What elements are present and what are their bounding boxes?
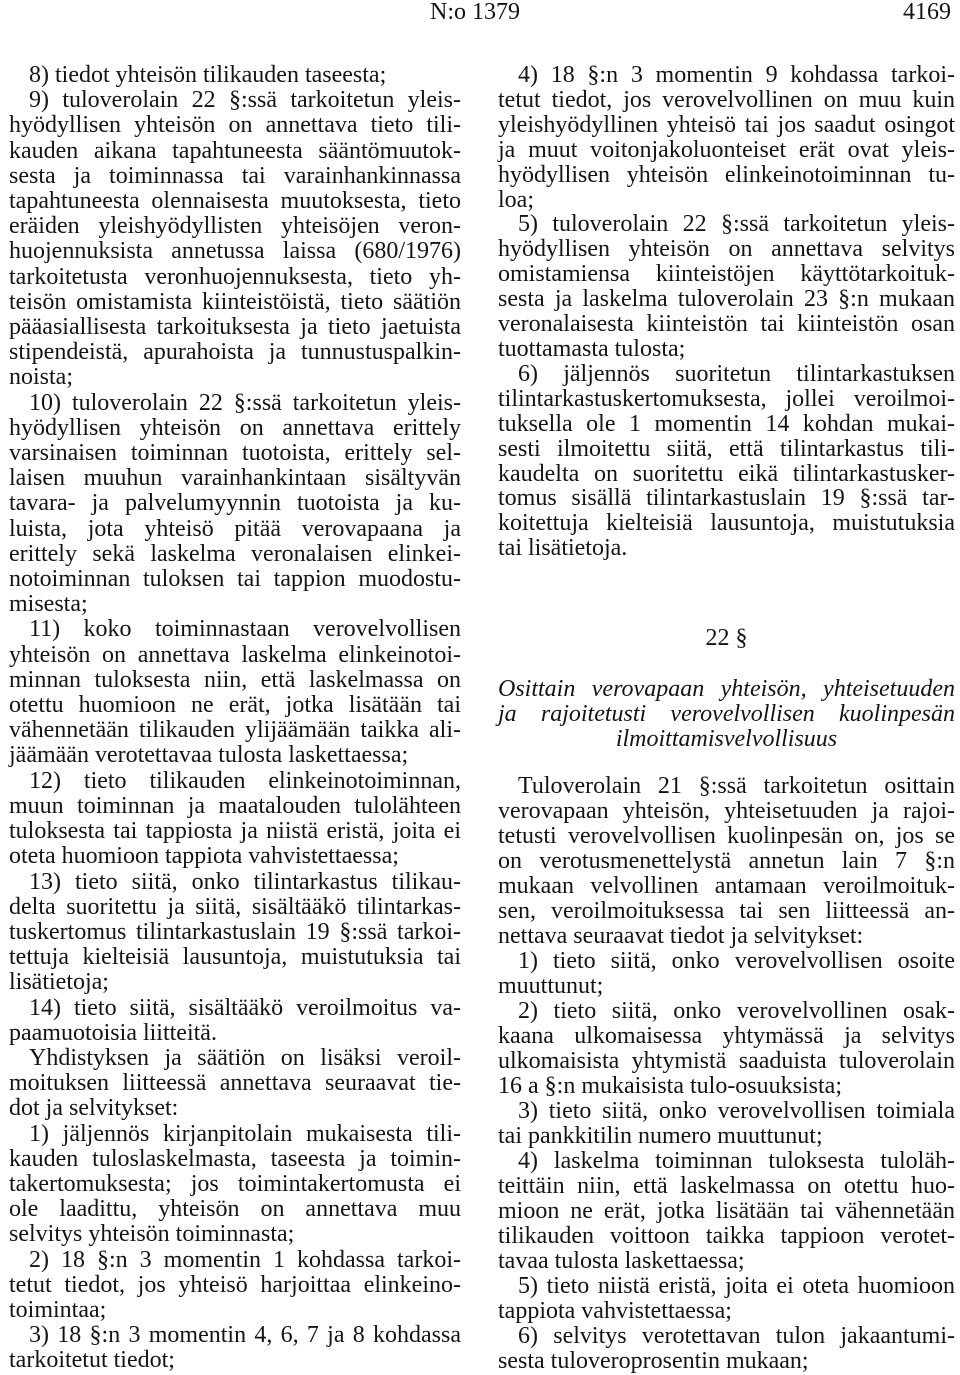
text-line: tetut tiedot, jos yhteisö harjoittaa elinkeino-: [9, 1271, 461, 1298]
text-line: tai pankkitilin numero muuttunut;: [498, 1123, 823, 1149]
text-line: ole laadittu, yhteisön on annettava muu: [9, 1196, 461, 1223]
text-line: 2) 18 §:n 3 momentin 1 kohdassa tarkoi-: [29, 1246, 461, 1273]
text-line: 12) tieto tilikauden elinkeinotoiminnan,: [29, 767, 461, 794]
paragraph: [9, 391, 461, 618]
text-line: varsinaisen toiminnan tuotoista, erittely sel-: [9, 440, 461, 467]
text-line: paamuotoisia liitteitä.: [9, 1019, 217, 1046]
text-line: tilintarkastuskertomuksesta, jollei veroilmoi-: [498, 385, 955, 412]
text-line: veronalaisesta kiinteistön tai kiinteistön osan: [498, 311, 955, 338]
text-line: tettuja kielteisiä lausuntoja, muistutuksia tai: [9, 944, 461, 971]
text-line: kauden aikana tapahtuneesta sääntömuutok-: [9, 137, 461, 164]
text-line: tavara- ja palvelumyynnin tuotoista ja ku-: [9, 490, 461, 517]
text-line: hyödyllisen yhteisön on annettava selvitys: [498, 236, 955, 263]
paragraph: [9, 617, 461, 768]
paragraph: [9, 870, 461, 996]
right-column-body: [498, 774, 955, 1374]
paragraph: [9, 88, 461, 390]
paragraph: [9, 1122, 461, 1248]
text-line: notoiminnan tuloksen tai tappion muodostu-: [9, 566, 461, 593]
paragraph: [498, 362, 955, 561]
text-line: 2) tieto siitä, onko verovelvollinen osak-: [518, 998, 955, 1024]
text-line: tapahtuneesta olennaisesta muutoksesta, tieto: [9, 188, 461, 215]
text-line: 11) koko toiminnastaan verovelvollisen: [29, 616, 461, 643]
text-line: tai lisätietoja.: [498, 535, 628, 562]
left-column: [9, 63, 461, 1374]
paragraph: [9, 769, 461, 870]
text-line: teisön omistamista kiinteistöistä, tieto säätiön: [9, 288, 461, 315]
text-line: nettava seuraavat tiedot ja selvitykset:: [498, 923, 864, 949]
text-line: ulkomaisista yhtymistä saaduista tuloverolain: [498, 1048, 955, 1074]
text-line: 16 a §:n mukaisista tulo-osuuksista;: [498, 1073, 842, 1099]
paragraph: [498, 774, 955, 949]
paragraph: [498, 1149, 955, 1274]
text-line: noista;: [9, 364, 73, 391]
text-line: mioon ne erät, jotka lisätään tai vähennetään: [498, 1198, 955, 1224]
text-line: yhteisön on annettava laskelma elinkeinotoi-: [9, 641, 461, 668]
text-line: hyödyllisen yhteisön on annettava erittely: [9, 414, 461, 441]
page-number: 4169: [903, 0, 951, 25]
text-line: laisen muuhun varainhankintaan sisältyvän: [9, 465, 461, 492]
text-line: tavaa tulosta laskettaessa;: [498, 1248, 745, 1274]
text-line: vähennetään tilikauden ylijäämään taikka ali-: [9, 717, 461, 744]
text-line: 1) jäljennös kirjanpitolain mukaisesta tili-: [29, 1120, 461, 1147]
paragraph: [9, 996, 461, 1046]
text-line: minnan tuloksesta niin, että laskelmassa on: [9, 666, 461, 693]
text-line: 10) tuloverolain 22 §:ssä tarkoitetun yleis-: [29, 389, 461, 416]
paragraph: [498, 63, 955, 212]
text-line: tuloksesta tai tappiosta ja niistä eristä, joita ei: [9, 818, 461, 845]
text-line: mukaan velvollinen antamaan veroilmoituk-: [498, 873, 955, 899]
text-line: takertomuksesta; jos toimintakertomusta ei: [9, 1170, 461, 1197]
text-line: huojennuksista annetussa laissa (680/1976): [9, 238, 461, 265]
text-line: 5) tieto niistä eristä, joita ei oteta huomioon: [518, 1273, 955, 1299]
text-line: loa;: [498, 186, 534, 213]
section-title: [498, 677, 955, 752]
text-line: 4) laskelma toiminnan tuloksesta tuloläh-: [518, 1148, 955, 1174]
text-line: sesta ja laskelma tuloverolain 23 §:n mukaan: [498, 286, 955, 313]
text-line: sesta tuloveroprosentin mukaan;: [498, 1348, 809, 1374]
text-line: tilikauden voittoon taikka tappioon verotet-: [498, 1223, 955, 1249]
text-line: Yhdistyksen ja säätiön on lisäksi veroil-: [29, 1044, 461, 1071]
text-line: delta suoritettu ja siitä, sisältääkö tilintarkas-: [9, 893, 461, 920]
text-line: muuttunut;: [498, 973, 604, 999]
text-line: 9) tuloverolain 22 §:ssä tarkoitetun yleis-: [29, 87, 461, 114]
text-line: yleishyödyllinen yhteisö tai jos saadut osingot: [498, 111, 955, 138]
text-line: tuottamasta tulosta;: [498, 335, 686, 362]
text-line: otettu huomioon ne erät, jotka lisätään tai: [9, 692, 461, 719]
section-title-line: ja rajoitetusti verovelvollisen kuolinpesän: [498, 700, 955, 727]
text-line: omistamiensa kiinteistöjen käyttötarkoituk-: [498, 261, 955, 288]
text-line: tetusti verovelvollisen kuolinpesän on, jos se: [498, 823, 955, 849]
section-title-line: Osittain verovapaan yhteisön, yhteisetuuden: [498, 675, 955, 702]
text-line: tuksella ole 1 momentin 14 kohdan mukai-: [498, 410, 955, 437]
text-line: tarkoitetusta veronhuojennuksesta, tieto yh-: [9, 263, 461, 290]
text-line: 3) tieto siitä, onko verovelvollisen toimiala: [518, 1098, 955, 1124]
paragraph: [498, 999, 955, 1099]
section-title-line: ilmoittamisvelvollisuus: [615, 725, 838, 752]
text-line: tetut tiedot, jos verovelvollinen on muu kuin: [498, 86, 955, 113]
paragraph: [498, 212, 955, 361]
text-line: 4) 18 §:n 3 momentin 9 kohdassa tarkoi-: [518, 62, 955, 88]
text-line: 13) tieto siitä, onko tilintarkastus tilikau-: [29, 868, 461, 895]
text-line: kauden tuloslaskelmasta, taseesta ja toimin-: [9, 1145, 461, 1172]
text-line: hyödyllisen yhteisön elinkeinotoiminnan tu-: [498, 161, 955, 188]
text-line: tuskertomus tilintarkastuslain 19 §:ssä tarkoi-: [9, 918, 461, 945]
text-line: tappiota vahvistettaessa;: [498, 1298, 732, 1324]
text-line: dot ja selvitykset:: [9, 1095, 179, 1122]
paragraph: [9, 1248, 461, 1324]
text-line: moituksen liitteessä annettava seuraavat tie-: [9, 1070, 461, 1097]
text-line: 8) tiedot yhteisön tilikauden taseesta;: [29, 62, 387, 88]
text-line: sesti ilmoitettu siitä, että tilintarkastus tili-: [498, 435, 955, 462]
text-line: on verotusmenettelystä annetun lain 7 §:n: [498, 848, 955, 874]
text-line: lisätietoja;: [9, 969, 109, 996]
text-line: 6) selvitys verotettavan tulon jakaantumi-: [518, 1323, 955, 1349]
text-line: teittäin niin, että laskelmassa on otettu huo-: [498, 1173, 955, 1199]
paragraph: [9, 63, 461, 88]
text-line: 14) tieto siitä, sisältääkö veroilmoitus va-: [29, 994, 461, 1021]
text-line: tarkoitetut tiedot;: [9, 1347, 175, 1374]
issue-number: N:o 1379: [430, 0, 520, 25]
text-line: kaana ulkomaisessa yhtymässä ja selvitys: [498, 1023, 955, 1049]
text-line: selvitys yhteisön toiminnasta;: [9, 1221, 295, 1248]
paragraph: [498, 1274, 955, 1324]
text-line: eräiden yleishyödyllisten yhteisöjen veron-: [9, 213, 461, 240]
right-column-top: [498, 63, 955, 561]
text-line: misesta;: [9, 591, 88, 618]
text-line: ja muut voitonjakoluonteiset erät ovat yleis-: [498, 136, 955, 163]
text-line: 3) 18 §:n 3 momentin 4, 6, 7 ja 8 kohdassa: [29, 1322, 461, 1349]
text-line: oteta huomioon tappiota vahvistettaessa;: [9, 843, 399, 870]
paragraph: [498, 949, 955, 999]
text-line: erittely sekä laskelma veronalaisen elinkei-: [9, 540, 461, 567]
paragraph: [498, 1324, 955, 1374]
paragraph: [9, 1323, 461, 1373]
text-line: hyödyllisen yhteisön on annettava tieto tili-: [9, 112, 461, 139]
text-line: tomus sisällä tilintarkastuslain 19 §:ssä tar-: [498, 485, 955, 512]
text-line: luista, jota yhteisö pitää verovapaana ja: [9, 515, 461, 542]
text-line: kaudelta on suoritettu eikä tilintarkastusker-: [498, 460, 955, 487]
paragraph: [498, 1099, 955, 1149]
text-line: pääasiallisesta tarkoituksesta ja tieto jaetuista: [9, 314, 461, 341]
text-line: muun toiminnan ja maatalouden tulolähteen: [9, 792, 461, 819]
text-line: sen, veroilmoituksessa tai sen liitteessä an-: [498, 898, 955, 924]
text-line: verovapaan yhteisön, yhteisetuuden ja rajoi-: [498, 798, 955, 824]
text-line: 1) tieto siitä, onko verovelvollisen osoite: [518, 948, 955, 974]
text-line: koitettuja kielteisiä lausuntoja, muistutuksia: [498, 510, 955, 537]
text-line: jäämään verotettavaa tulosta laskettaessa;: [9, 742, 409, 769]
text-line: stipendeistä, apurahoista ja tunnustuspalkin-: [9, 339, 461, 366]
text-line: toimintaa;: [9, 1296, 107, 1323]
text-line: 5) tuloverolain 22 §:ssä tarkoitetun yleis-: [518, 211, 955, 238]
text-line: Tuloverolain 21 §:ssä tarkoitetun osittain: [518, 773, 955, 799]
text-line: sesta ja toiminnassa tai varainhankinnassa: [9, 162, 461, 189]
section-number: 22 §: [705, 624, 748, 651]
text-line: 6) jäljennös suoritetun tilintarkastuksen: [518, 360, 955, 387]
paragraph: [9, 1046, 461, 1122]
